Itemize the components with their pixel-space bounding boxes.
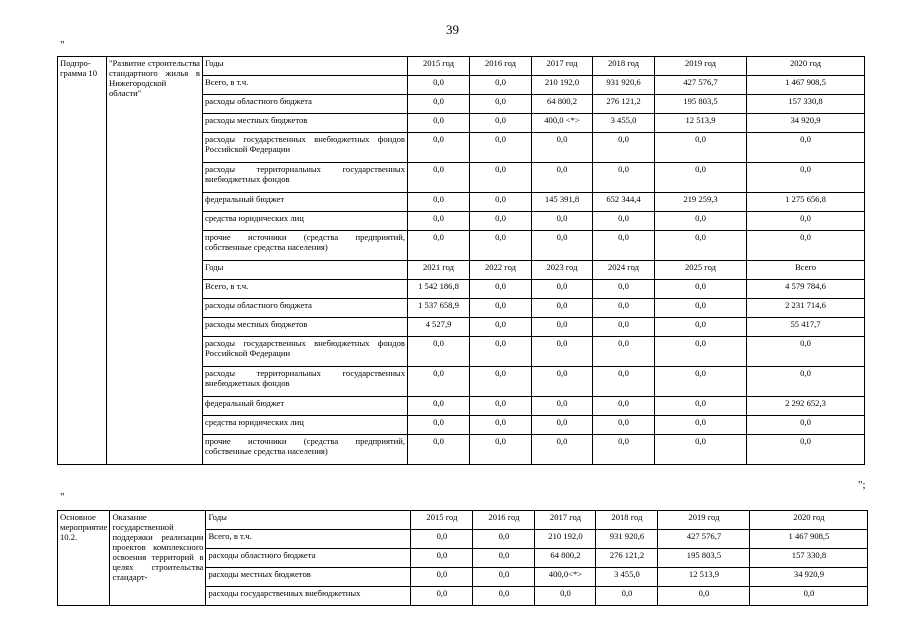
amount-cell: 1 275 656,8 [747,193,865,212]
amount-cell: 0,0 [747,435,865,465]
amount-cell: 210 192,0 [532,76,593,95]
funding-source-cell: средства юридических лиц [203,416,408,435]
amount-cell: 0,0 [532,367,593,397]
amount-cell: 0,0 [658,587,750,606]
amount-cell: 0,0 [473,587,535,606]
year-header-cell: 2017 год [535,511,596,530]
year-header-cell: 2016 год [473,511,535,530]
amount-cell: 157 330,8 [747,95,865,114]
amount-cell: 0,0 [408,95,470,114]
amount-cell: 0,0 [747,212,865,231]
amount-cell: 0,0 [532,299,593,318]
funding-source-cell: Всего, в т.ч. [206,530,411,549]
amount-cell: 0,0 [411,587,473,606]
amount-cell: 0,0 [408,193,470,212]
funding-source-cell: федеральный бюджет [203,397,408,416]
amount-cell: 0,0 [593,133,655,163]
amount-cell: 0,0 [470,193,532,212]
amount-cell: 0,0 [593,337,655,367]
table-header-row [58,57,865,76]
amount-cell: 0,0 [408,397,470,416]
amount-cell: 0,0 [655,163,747,193]
funding-source-cell: федеральный бюджет [203,193,408,212]
amount-cell: 0,0 [593,416,655,435]
amount-cell: 0,0 [408,76,470,95]
amount-cell: 0,0 [408,416,470,435]
amount-cell: 0,0 [470,337,532,367]
amount-cell: 0,0 [408,133,470,163]
amount-cell: 0,0 [470,435,532,465]
program-code-cell: Основное мероприятие 10.2. [58,511,110,606]
amount-cell: 0,0 [747,416,865,435]
amount-cell: 0,0 [593,367,655,397]
amount-cell: 0,0 [535,587,596,606]
amount-cell: 0,0 [750,587,868,606]
amount-cell: 0,0 [655,299,747,318]
amount-cell: 0,0 [655,231,747,261]
amount-cell: 0,0 [532,280,593,299]
amount-cell: 931 920,6 [593,76,655,95]
program-name-cell: Оказание государственной поддержки реализации проектов комплексного освоения территорий в целях строительства стандарт- [110,511,206,606]
amount-cell: 0,0 [470,95,532,114]
amount-cell: 0,0 [408,114,470,133]
amount-cell: 219 259,3 [655,193,747,212]
amount-cell: 0,0 [593,318,655,337]
year-header-cell: 2019 год [658,511,750,530]
amount-cell: 0,0 [593,397,655,416]
amount-cell: 0,0 [655,133,747,163]
year-header-cell: 2022 год [470,261,532,280]
amount-cell: 0,0 [596,587,658,606]
page-number: 39 [446,22,459,37]
years-label-cell: Годы [203,261,408,280]
year-header-cell: 2019 год [655,57,747,76]
amount-cell: 0,0 [655,212,747,231]
amount-cell: 1 537 658,9 [408,299,470,318]
amount-cell: 0,0 [470,231,532,261]
year-header-cell: 2018 год [596,511,658,530]
years-label-cell: Годы [206,511,411,530]
year-header-cell: 2025 год [655,261,747,280]
amount-cell: 0,0 [470,114,532,133]
amount-cell: 276 121,2 [596,549,658,568]
amount-cell: 0,0 [470,416,532,435]
amount-cell: 0,0 [747,133,865,163]
program-code-cell: Подпро-грамма 10 [58,57,107,465]
amount-cell: 0,0 [532,231,593,261]
funding-source-cell: расходы местных бюджетов [203,114,408,133]
funding-source-cell: Всего, в т.ч. [203,280,408,299]
funding-source-cell: расходы областного бюджета [203,95,408,114]
amount-cell: 2 231 714,6 [747,299,865,318]
amount-cell: 0,0 [747,163,865,193]
funding-source-cell: расходы областного бюджета [206,549,411,568]
years-label-cell: Годы [203,57,408,76]
amount-cell: 0,0 [532,397,593,416]
amount-cell: 0,0 [408,212,470,231]
funding-source-cell: расходы государственных внебюджетных фондов Российской Федерации [203,133,408,163]
program-name-cell: "Развитие строительства стандартного жилья в Нижегородской области" [107,57,203,465]
amount-cell: 427 576,7 [658,530,750,549]
year-header-cell: 2024 год [593,261,655,280]
amount-cell: 4 579 784,6 [747,280,865,299]
amount-cell: 195 803,5 [658,549,750,568]
amount-cell: 145 391,8 [532,193,593,212]
amount-cell: 0,0 [470,299,532,318]
amount-cell: 0,0 [532,337,593,367]
amount-cell: 4 527,9 [408,318,470,337]
amount-cell: 34 920,9 [747,114,865,133]
amount-cell: 0,0 [532,435,593,465]
amount-cell: 0,0 [470,212,532,231]
open-quote-mark-2: " [60,491,65,503]
amount-cell: 0,0 [655,280,747,299]
amount-cell: 276 121,2 [593,95,655,114]
amount-cell: 0,0 [411,530,473,549]
amount-cell: 0,0 [593,299,655,318]
amount-cell: 0,0 [655,367,747,397]
amount-cell: 0,0 [655,337,747,367]
funding-source-cell: средства юридических лиц [203,212,408,231]
amount-cell: 0,0 [470,133,532,163]
amount-cell: 931 920,6 [596,530,658,549]
funding-source-cell: расходы местных бюджетов [203,318,408,337]
amount-cell: 0,0 [747,337,865,367]
year-header-cell: 2015 год [408,57,470,76]
amount-cell: 0,0 [532,416,593,435]
year-header-cell: 2020 год [747,57,865,76]
amount-cell: 12 513,9 [655,114,747,133]
year-header-cell: 2020 год [750,511,868,530]
amount-cell: 0,0 [470,397,532,416]
amount-cell: 1 542 186,8 [408,280,470,299]
funding-source-cell: Всего, в т.ч. [203,76,408,95]
amount-cell: 1 467 908,5 [750,530,868,549]
amount-cell: 0,0 [655,435,747,465]
amount-cell: 0,0 [593,212,655,231]
year-header-cell: 2021 год [408,261,470,280]
amount-cell: 0,0 [593,435,655,465]
amount-cell: 195 803,5 [655,95,747,114]
amount-cell: 3 455,0 [596,568,658,587]
funding-source-cell: расходы территориальных государственных внебюджетных фондов [203,163,408,193]
amount-cell: 0,0 [408,435,470,465]
funding-source-cell: прочие источники (средства предприятий, собственные средства населения) [203,435,408,465]
amount-cell: 0,0 [532,318,593,337]
amount-cell: 0,0 [655,318,747,337]
amount-cell: 0,0 [470,367,532,397]
amount-cell: 210 192,0 [535,530,596,549]
funding-source-cell: расходы государственных внебюджетных [206,587,411,606]
amount-cell: 427 576,7 [655,76,747,95]
amount-cell: 0,0 [532,163,593,193]
year-header-cell: 2015 год [411,511,473,530]
funding-source-cell: расходы государственных внебюджетных фондов Российской Федерации [203,337,408,367]
amount-cell: 1 467 908,5 [747,76,865,95]
amount-cell: 652 344,4 [593,193,655,212]
amount-cell: 0,0 [408,337,470,367]
amount-cell: 0,0 [470,318,532,337]
amount-cell: 0,0 [593,280,655,299]
amount-cell: 157 330,8 [750,549,868,568]
amount-cell: 0,0 [470,280,532,299]
amount-cell: 0,0 [408,163,470,193]
funding-source-cell: расходы местных бюджетов [206,568,411,587]
amount-cell: 64 800,2 [535,549,596,568]
amount-cell: 0,0 [473,549,535,568]
funding-source-cell: прочие источники (средства предприятий, собственные средства населения) [203,231,408,261]
open-quote-mark: " [60,39,65,51]
funding-table-subprogram [57,56,865,465]
amount-cell: 0,0 [470,76,532,95]
funding-table-measure [57,510,868,606]
amount-cell: 0,0 [532,212,593,231]
amount-cell: 0,0 [411,549,473,568]
amount-cell: 400,0<*> [535,568,596,587]
amount-cell: 34 920,9 [750,568,868,587]
amount-cell: 0,0 [747,231,865,261]
amount-cell: 0,0 [473,530,535,549]
year-header-cell: 2017 год [532,57,593,76]
amount-cell: 0,0 [532,133,593,163]
amount-cell: 55 417,7 [747,318,865,337]
funding-source-cell: расходы территориальных государственных внебюджетных фондов [203,367,408,397]
amount-cell: 3 455,0 [593,114,655,133]
year-header-cell: 2016 год [470,57,532,76]
year-header-cell: 2023 год [532,261,593,280]
close-quote-mark: "; [858,479,866,491]
amount-cell: 0,0 [747,367,865,397]
amount-cell: 0,0 [593,231,655,261]
amount-cell: 64 800,2 [532,95,593,114]
amount-cell: 0,0 [655,397,747,416]
amount-cell: 12 513,9 [658,568,750,587]
amount-cell: 0,0 [408,367,470,397]
amount-cell: 400,0 <*> [532,114,593,133]
amount-cell: 2 292 652,3 [747,397,865,416]
amount-cell: 0,0 [408,231,470,261]
amount-cell: 0,0 [470,163,532,193]
amount-cell: 0,0 [593,163,655,193]
year-header-cell: 2018 год [593,57,655,76]
amount-cell: 0,0 [473,568,535,587]
amount-cell: 0,0 [655,416,747,435]
amount-cell: 0,0 [411,568,473,587]
table-header-row [58,511,868,530]
year-header-cell: Всего [747,261,865,280]
funding-source-cell: расходы областного бюджета [203,299,408,318]
